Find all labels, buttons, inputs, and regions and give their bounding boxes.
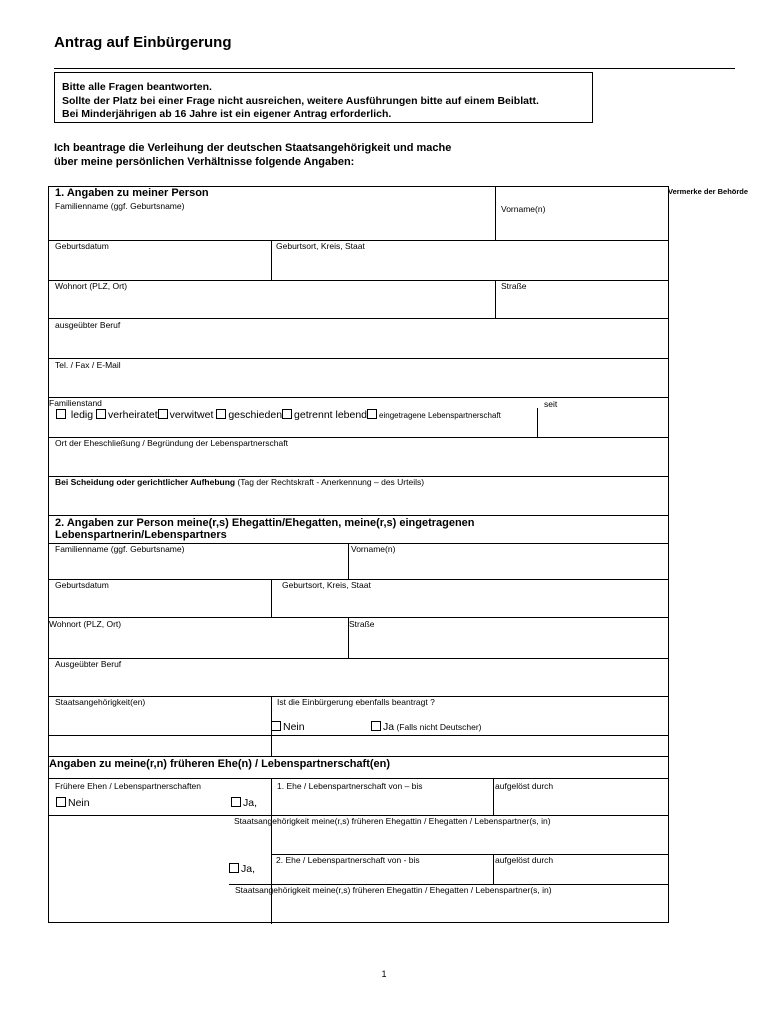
checkbox-icon[interactable] [96,409,106,419]
checkbox-icon[interactable] [367,409,377,419]
checkbox-icon[interactable] [282,409,292,419]
s3-aufgeloest2-field[interactable]: aufgelöst durch [495,855,554,865]
checkbox-icon[interactable] [271,721,281,731]
s3-checkbox-nein[interactable]: Nein [56,797,90,809]
checkbox-verwitwet[interactable]: verwitwet [158,409,214,421]
s2-vorname-field[interactable]: Vorname(n) [351,544,396,554]
page-title: Antrag auf Einbürgerung [54,34,232,51]
notice-line-1: Bitte alle Fragen beantworten. [62,81,212,93]
s1-beruf-field[interactable]: ausgeübter Beruf [55,320,121,330]
s2-strasse-field[interactable]: Straße [349,619,375,629]
checkbox-ledig[interactable]: ledig [56,409,93,421]
s1-wohnort-field[interactable]: Wohnort (PLZ, Ort) [55,281,128,291]
s2-beruf-field[interactable]: Ausgeübter Beruf [55,659,122,669]
s2-einbuergerung-question: Ist die Einbürgerung ebenfalls beantragt ? [277,697,435,707]
s1-scheidung-rest: (Tag der Rechtskraft - Anerkennung – des Urteils) [235,477,425,487]
s2-geburtsort-field[interactable]: Geburtsort, Kreis, Staat [282,580,371,590]
s3-ehe2-field[interactable]: 2. Ehe / Lebenspartnerschaft von - bis [276,855,420,865]
s2-familienname-field[interactable]: Familienname (ggf. Geburtsname) [55,544,185,554]
authority-notes-label: Vermerke der Behörde [668,187,749,196]
checkbox-icon[interactable] [229,863,239,873]
checkbox-eingetragen[interactable]: eingetragene Lebenspartnerschaft [367,409,501,421]
checkbox-icon[interactable] [231,797,241,807]
s1-familienname-field[interactable]: Familienname (ggf. Geburtsname) [55,201,185,211]
intro-line-1: Ich beantrage die Verleihung der deutschen Staatsangehörigkeit und mache [54,142,452,154]
intro-line-2: über meine persönlichen Verhältnisse folgende Angaben: [54,156,355,168]
s1-scheidung-bold: Bei Scheidung oder gerichtlicher Aufhebung [55,477,236,487]
page-number: 1 [381,969,387,979]
checkbox-icon[interactable] [56,797,66,807]
title-divider [54,68,735,69]
s3-aufgeloest1-field[interactable]: aufgelöst durch [495,781,554,791]
s3-fruehere-label: Frühere Ehen / Lebenspartnerschaften [55,781,202,791]
s2-checkbox-nein[interactable]: Nein [271,721,305,733]
s3-staats1-field[interactable]: Staatsangehörigkeit meine(r,s) früheren Ehegattin / Ehegatten / Lebenspartner(s, in) [234,816,551,826]
checkbox-icon[interactable] [56,409,66,419]
s1-strasse-field[interactable]: Straße [501,281,527,291]
s2-geburtsdatum-field[interactable]: Geburtsdatum [55,580,109,590]
s3-checkbox-ja1[interactable]: Ja, [231,797,257,809]
s1-seit-field[interactable]: seit [544,399,558,409]
checkbox-verheiratet[interactable]: verheiratet [93,409,158,421]
notice-box [54,72,593,123]
section2-title-line2: Lebenspartnerin/Lebenspartners [55,529,227,541]
checkbox-icon[interactable] [216,409,226,419]
s1-geburtsort-field[interactable]: Geburtsort, Kreis, Staat [276,241,365,251]
section3-title: Angaben zu meine(r,n) früheren Ehe(n) / Lebenspartnerschaft(en) [49,758,391,770]
notice-line-3: Bei Minderjährigen ab 16 Jahre ist ein eigener Antrag erforderlich. [62,108,392,120]
s1-vorname-field[interactable]: Vorname(n) [501,204,546,214]
s1-eheschliessung-field[interactable]: Ort der Eheschließung / Begründung der Lebenspartnerschaft [55,438,288,448]
s1-kontakt-field[interactable]: Tel. / Fax / E-Mail [55,360,121,370]
s1-geburtsdatum-field[interactable]: Geburtsdatum [55,241,109,251]
checkbox-getrennt[interactable]: getrennt lebend [282,409,367,421]
s2-wohnort-field[interactable]: Wohnort (PLZ, Ort) [49,619,122,629]
application-form [48,186,669,923]
notice-line-2: Sollte der Platz bei einer Frage nicht ausreichen, weitere Ausführungen bitte auf einem Beiblatt. [62,94,539,107]
s3-ehe1-field[interactable]: 1. Ehe / Lebenspartnerschaft von – bis [277,781,423,791]
checkbox-geschieden[interactable]: geschieden [213,409,282,421]
section2-title-line1: 2. Angaben zur Person meine(r,s) Ehegattin/Ehegatten, meine(r,s) eingetragenen [55,517,475,529]
s3-checkbox-ja2[interactable]: Ja, [229,863,255,875]
checkbox-icon[interactable] [371,721,381,731]
s1-familienstand-options [56,409,501,421]
s1-familienstand-label: Familienstand [49,398,102,408]
s3-staats2-field[interactable]: Staatsangehörigkeit meine(r,s) früheren Ehegattin / Ehegatten / Lebenspartner(s, in) [235,885,552,895]
s2-checkbox-ja[interactable]: Ja (Falls nicht Deutscher) [371,721,481,733]
s1-scheidung-field[interactable] [55,477,424,487]
section1-title: 1. Angaben zu meiner Person [55,187,209,199]
s2-staatsangehoerigkeit-field[interactable]: Staatsangehörigkeit(en) [55,697,146,707]
intro-text [54,141,451,169]
checkbox-icon[interactable] [158,409,168,419]
